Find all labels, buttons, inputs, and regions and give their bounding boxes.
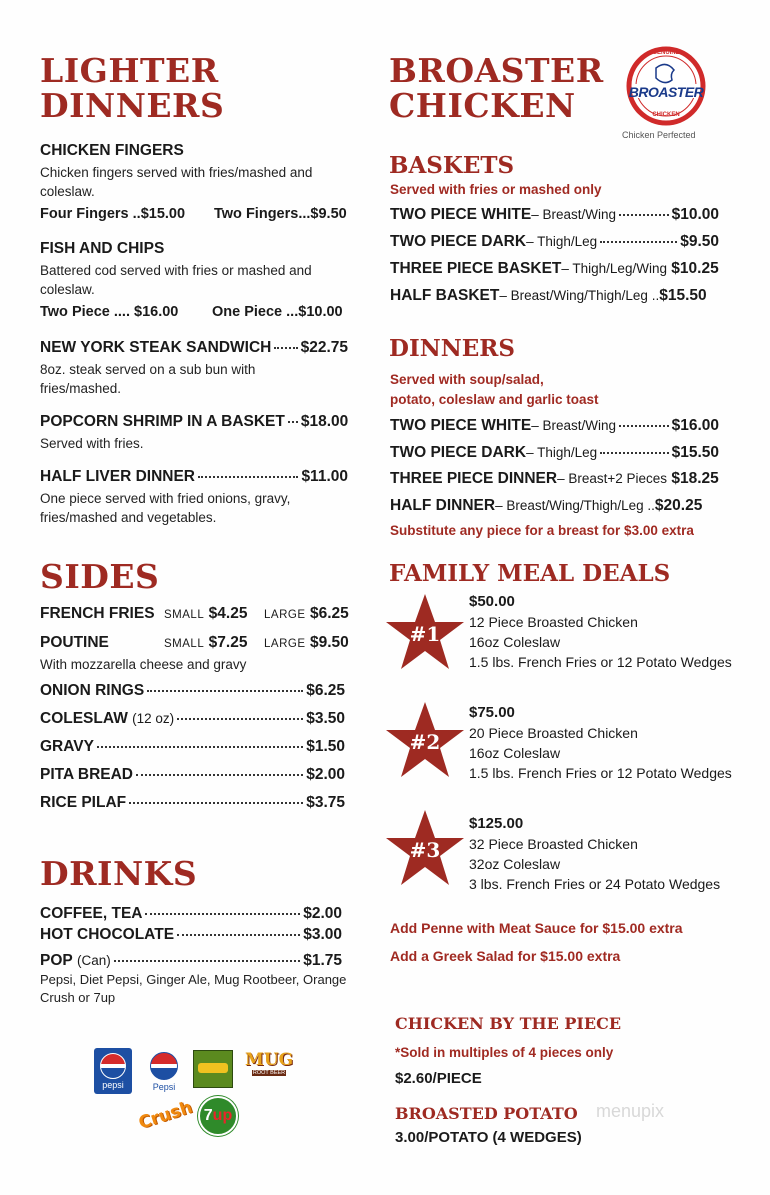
by-piece-price: $2.60/PIECE (395, 1070, 482, 1087)
dinner-row: TWO PIECE DARK – Thigh/Leg $15.50 (390, 444, 719, 461)
dinner-row: THREE PIECE DINNER – Breast+2 Pieces $18.25 (390, 470, 719, 487)
potato-title: BROASTED POTATO (395, 1104, 578, 1123)
ny-steak-row (40, 339, 348, 357)
popcorn-shrimp-name: POPCORN SHRIMP IN A BASKET (40, 413, 285, 430)
crush-logo-icon: Crush (136, 1097, 195, 1134)
half-liver-desc: One piece served with fried onions, gravy, fries/mashed and vegetables. (40, 491, 291, 525)
half-liver-row (40, 468, 348, 486)
drinks-title: DRINKS (40, 854, 198, 893)
french-fries-small: SMALL $4.25 (164, 605, 248, 622)
basket-row: THREE PIECE BASKET – Thigh/Leg/Wing $10.25 (390, 260, 719, 277)
basket-row: TWO PIECE WHITE – Breast/Wing $10.00 (390, 206, 719, 223)
by-piece-title: CHICKEN BY THE PIECE (395, 1014, 622, 1033)
deal-star-icon: #3 (385, 808, 465, 888)
drink-row-coffee: COFFEE, TEA $2.00 (40, 905, 342, 922)
side-row: PITA BREAD $2.00 (40, 766, 345, 783)
poutine-small: SMALL $7.25 (164, 634, 248, 651)
pop-desc: Pepsi, Diet Pepsi, Ginger Ale, Mug Rootbeer, Orange Crush or 7up (40, 972, 347, 1005)
baskets-note: Served with fries or mashed only (390, 182, 602, 197)
lighter-title-1: LIGHTER (40, 51, 219, 90)
popcorn-shrimp-row (40, 413, 348, 431)
popcorn-shrimp-price: $18.00 (300, 413, 349, 430)
broaster-title-2: CHICKEN (389, 86, 576, 125)
ginger-ale-logo-icon (193, 1050, 233, 1088)
basket-row: HALF BASKET – Breast/Wing/Thigh/Leg .. $15.50 (390, 287, 707, 304)
basket-row: TWO PIECE DARK – Thigh/Leg $9.50 (390, 233, 719, 250)
dinners-title: DINNERS (389, 335, 516, 362)
dinner-row: HALF DINNER – Breast/Wing/Thigh/Leg .. $20.25 (390, 497, 703, 514)
by-piece-note: *Sold in multiples of 4 pieces only (395, 1045, 614, 1060)
lighter-title-2: DINNERS (40, 86, 225, 125)
dinners-note-1: Served with soup/salad, (390, 372, 544, 387)
french-fries-name: FRENCH FRIES (40, 605, 155, 622)
ny-steak-desc: 8oz. steak served on a sub bun with fries/mashed. (40, 362, 256, 396)
ny-steak-name: NEW YORK STEAK SANDWICH (40, 339, 272, 356)
drink-row-hot-chocolate: HOT CHOCOLATE $3.00 (40, 926, 342, 943)
half-liver-name: HALF LIVER DINNER (40, 468, 195, 485)
drink-row-pop: POP (Can) $1.75 (40, 952, 342, 969)
fish-chips-opt1: Two Piece .... $16.00 (40, 304, 179, 320)
side-row: COLESLAW (12 oz) $3.50 (40, 710, 345, 727)
deal-3: $125.00 32 Piece Broasted Chicken 32oz Coleslaw 3 lbs. French Fries or 24 Potato Wedges (469, 815, 721, 892)
dinner-row: TWO PIECE WHITE – Breast/Wing $16.00 (390, 417, 719, 434)
broaster-logo-icon: BROASTER GENUINE CHICKEN (626, 46, 706, 126)
broaster-logo-tagline: Chicken Perfected (622, 130, 696, 140)
potato-price: 3.00/POTATO (4 WEDGES) (395, 1129, 582, 1146)
deal-1: $50.00 12 Piece Broasted Chicken 16oz Coleslaw 1.5 lbs. French Fries or 12 Potato Wedges (469, 593, 732, 670)
poutine-desc: With mozzarella cheese and gravy (40, 657, 247, 672)
family-title: FAMILY MEAL DEALS (389, 560, 671, 587)
baskets-title: BASKETS (389, 152, 515, 179)
fish-chips-opt2: One Piece ...$10.00 (212, 304, 343, 320)
side-row: GRAVY $1.50 (40, 738, 345, 755)
chicken-fingers-opt2: Two Fingers...$9.50 (214, 206, 347, 222)
chicken-fingers-desc: Chicken fingers served with fries/mashed and coleslaw. (40, 165, 313, 199)
chicken-fingers-opt1: Four Fingers ..$15.00 (40, 206, 186, 222)
poutine-name: POUTINE (40, 634, 109, 651)
side-row: ONION RINGS $6.25 (40, 682, 345, 699)
watermark-text: menupix (596, 1101, 665, 1121)
mug-logo-icon: MUG ROOT BEER (245, 1050, 294, 1076)
fish-chips-name: FISH AND CHIPS (40, 240, 165, 257)
side-row: RICE PILAF $3.75 (40, 794, 345, 811)
deal-2: $75.00 20 Piece Broasted Chicken 16oz Coleslaw 1.5 lbs. French Fries or 12 Potato Wedges (469, 704, 732, 781)
dinners-substitute: Substitute any piece for a breast for $3.00 extra (390, 523, 694, 538)
add-greek: Add a Greek Salad for $15.00 extra (390, 948, 621, 964)
french-fries-large: LARGE $6.25 (264, 605, 349, 622)
sides-title: SIDES (40, 557, 160, 596)
half-liver-price: $11.00 (301, 468, 348, 485)
popcorn-shrimp-desc: Served with fries. (40, 436, 144, 451)
deal-star-icon: #1 (385, 592, 465, 672)
deal-star-icon: #2 (385, 700, 465, 780)
pepsi-logo-icon: pepsi (94, 1048, 132, 1094)
add-penne: Add Penne with Meat Sauce for $15.00 extra (390, 920, 683, 936)
ny-steak-price: $22.75 (300, 339, 348, 356)
broaster-title-1: BROASTER (389, 51, 604, 90)
dinners-note-2: potato, coleslaw and garlic toast (390, 392, 599, 407)
fish-chips-desc: Battered cod served with fries or mashed and coleslaw. (40, 263, 312, 297)
chicken-fingers-name: CHICKEN FINGERS (40, 142, 184, 159)
poutine-large: LARGE $9.50 (264, 634, 349, 651)
seven-up-logo-icon: 7up (198, 1096, 238, 1136)
pepsi-globe-icon: Pepsi (145, 1050, 183, 1094)
